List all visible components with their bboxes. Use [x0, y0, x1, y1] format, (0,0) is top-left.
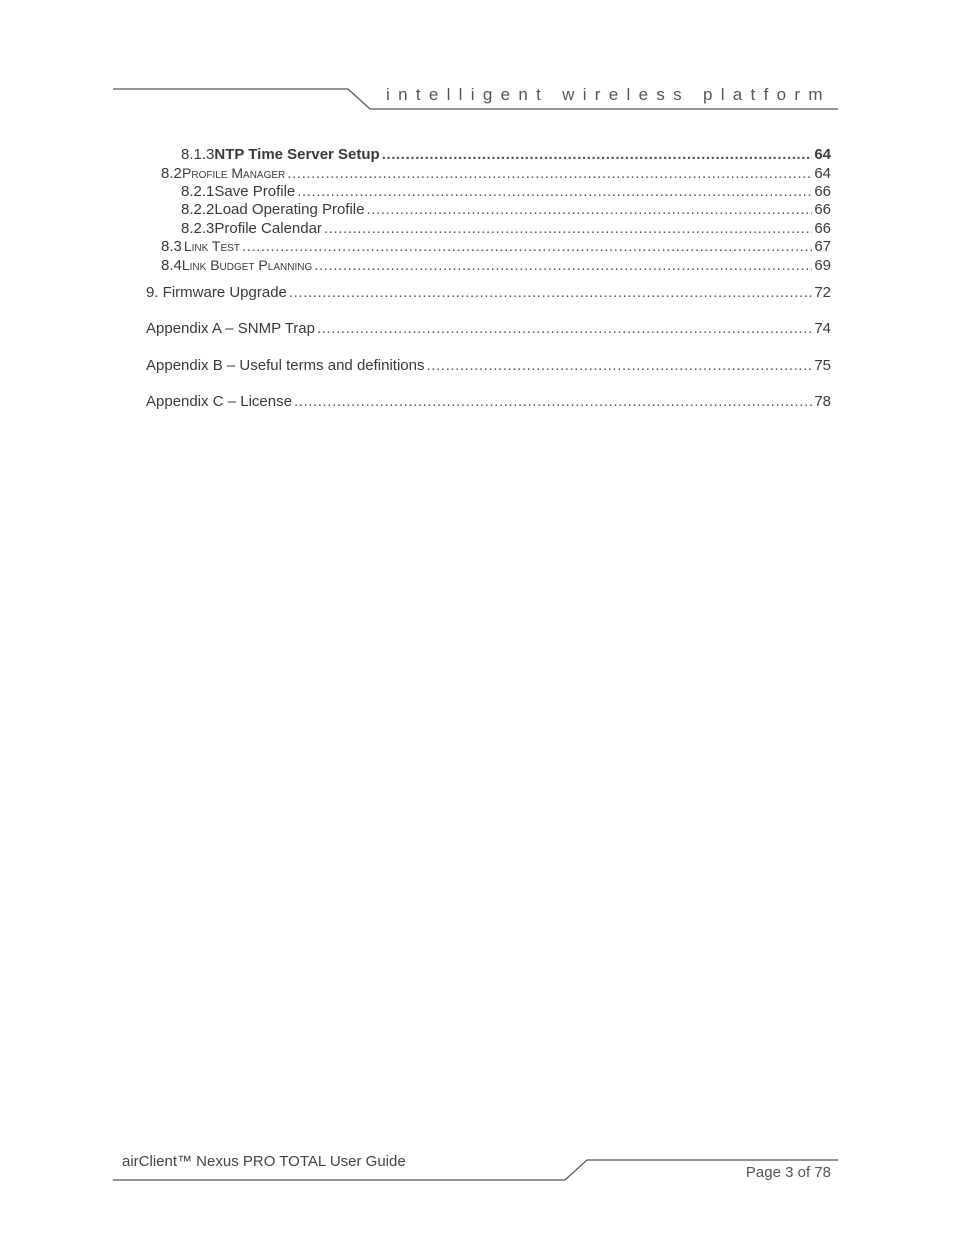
- toc-page: 69: [814, 257, 831, 274]
- toc-title: Appendix C – License: [146, 393, 292, 410]
- toc-page: 66: [814, 183, 831, 200]
- header-tagline: intelligent wireless platform: [386, 85, 831, 104]
- toc-number: 8.4: [161, 257, 182, 274]
- toc-page: 66: [814, 220, 831, 237]
- toc-page: 64: [814, 165, 831, 182]
- toc-title: Load Operating Profile: [214, 201, 365, 218]
- footer-page-number: Page 3 of 78: [745, 1164, 831, 1181]
- toc-number: 8.2: [161, 165, 182, 182]
- toc-number: 8.2.1: [181, 183, 215, 200]
- toc-number: 8.1.3: [181, 146, 215, 163]
- toc-number: 8.2.2: [181, 201, 215, 218]
- toc-page: 78: [814, 393, 831, 410]
- toc-page: 75: [814, 357, 831, 374]
- toc-number: 8.3: [161, 238, 182, 255]
- toc-page: 72: [814, 284, 831, 301]
- toc-page: 67: [814, 238, 831, 255]
- toc-title: 9. Firmware Upgrade: [146, 284, 287, 301]
- toc-title: Save Profile: [214, 183, 296, 200]
- toc-title: NTP Time Server Setup: [214, 146, 380, 163]
- toc-page: 64: [814, 146, 831, 163]
- toc-page: 74: [814, 320, 831, 337]
- toc-number: 8.2.3: [181, 220, 215, 237]
- toc-title: Appendix A – SNMP Trap: [146, 320, 315, 337]
- toc-title: Link Budget Planning: [181, 257, 313, 273]
- toc-title: Appendix B – Useful terms and definitions: [146, 357, 425, 374]
- toc-page: 66: [814, 201, 831, 218]
- footer-document-title: airClient™ Nexus PRO TOTAL User Guide: [122, 1153, 406, 1170]
- toc-title: Link Test: [183, 238, 240, 254]
- toc-title: Profile Manager: [182, 165, 286, 181]
- toc-title: Profile Calendar: [214, 220, 322, 237]
